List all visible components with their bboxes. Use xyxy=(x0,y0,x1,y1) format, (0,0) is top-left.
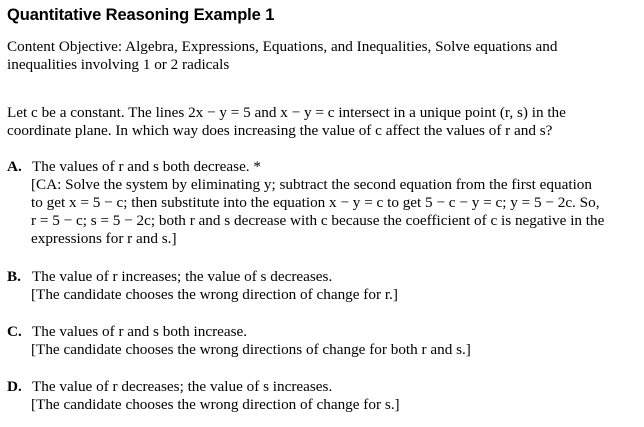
rationale-line: [CA: Solve the system by eliminating y; subtract the second equation from the first equation xyxy=(31,176,592,193)
choice-a-text: The values of r and s both decrease. * xyxy=(32,158,261,175)
choice-c-text: The values of r and s both increase. xyxy=(32,323,248,340)
objective-line-1: Content Objective: Algebra, Expressions, Equations, and Inequalities, Solve equations and xyxy=(7,38,558,55)
choice-a-rationale xyxy=(31,176,635,248)
choice-d-text: The value of r decreases; the value of s increases. xyxy=(32,378,333,395)
objective-line-2: inequalities involving 1 or 2 radicals xyxy=(7,56,230,73)
question-line-2: coordinate plane. In which way does increasing the value of c affect the values of r and s? xyxy=(7,122,553,139)
rationale-line: r = 5 − c; s = 5 − 2c; both r and s decrease with c because the coefficient of c is negative in the xyxy=(31,212,605,229)
choice-b-rationale xyxy=(31,286,635,304)
rationale-line: expressions for r and s.] xyxy=(31,230,177,247)
choice-b-letter: B. xyxy=(7,268,21,285)
choice-b-text: The value of r increases; the value of s decreases. xyxy=(32,268,333,285)
rationale-line: [The candidate chooses the wrong direction of change for s.] xyxy=(31,396,400,413)
question-stem xyxy=(7,104,635,140)
question-line-1: Let c be a constant. The lines 2x − y = 5 and x − y = c intersect in a unique point (r, s) in the xyxy=(7,104,566,121)
choice-c-rationale xyxy=(31,341,635,359)
rationale-line: to get x = 5 − c; then substitute into the equation x − y = c to get 5 − c − y = c; y = 5 − 2c. So, xyxy=(31,194,600,211)
choice-a-letter: A. xyxy=(7,158,22,175)
content-objective xyxy=(7,38,635,74)
choice-d-letter: D. xyxy=(7,378,22,395)
page-title: Quantitative Reasoning Example 1 xyxy=(7,6,275,24)
choice-d-rationale xyxy=(31,396,635,414)
rationale-line: [The candidate chooses the wrong directions of change for both r and s.] xyxy=(31,341,471,358)
rationale-line: [The candidate chooses the wrong direction of change for r.] xyxy=(31,286,398,303)
choice-c-letter: C. xyxy=(7,323,22,340)
